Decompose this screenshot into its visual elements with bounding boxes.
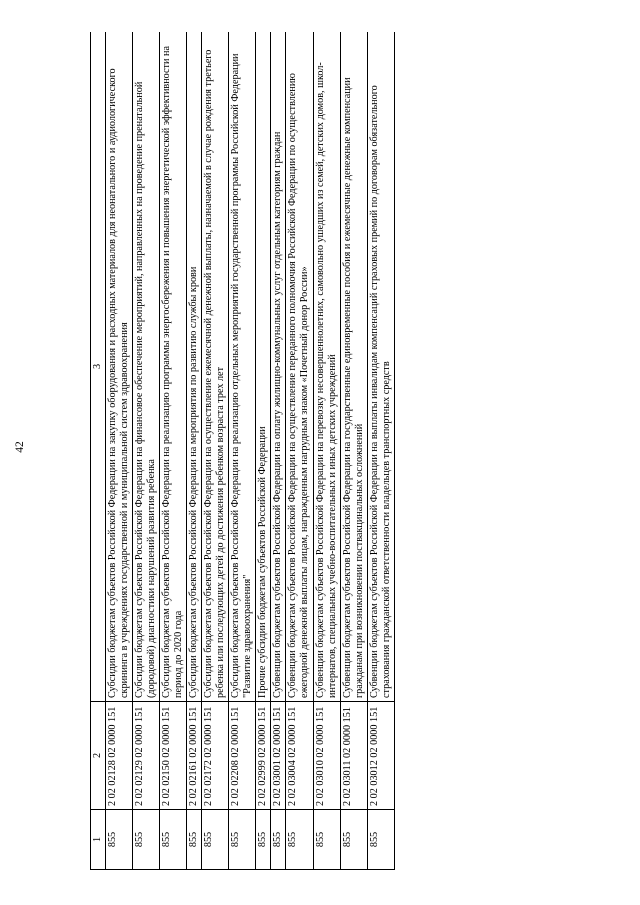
kbk-code-cell: 2 02 02172 02 0000 151 [202,702,229,810]
admin-code-cell: 855 [106,810,133,870]
column-header-3: 3 [91,32,106,702]
table-row [202,32,229,870]
admin-code-cell: 855 [340,810,367,870]
admin-code-cell: 855 [202,810,229,870]
table-row [286,32,313,870]
kbk-code-cell: 2 02 02129 02 0000 151 [133,702,160,810]
table-header-row [91,32,106,870]
table-row [340,32,367,870]
table-row [367,32,394,870]
table-row [133,32,160,870]
admin-code-cell: 855 [367,810,394,870]
admin-code-cell: 855 [160,810,187,870]
income-name-cell: Субвенции бюджетам субъектов Российской Федерации на государственные единовременные пособия и ежемесячные денежные компенсации гражданам при возникновении поствакцинальных осложнений [340,32,367,702]
kbk-code-cell: 2 02 02161 02 0000 151 [187,702,202,810]
income-name-cell: Субсидии бюджетам субъектов Российской Федерации на осуществление ежемесячной денежной выплаты, назначаемой в случае рождения третьего ребенка или последующих детей до достижения ребенком возраста трех лет [202,32,229,702]
kbk-code-cell: 2 02 03010 02 0000 151 [313,702,340,810]
income-name-cell: Субвенции бюджетам субъектов Российской Федерации на выплаты инвалидам компенсаций страховых премий по договорам обязательного страхования гражданской ответственности владельцев транспортных средств [367,32,394,702]
kbk-code-cell: 2 02 03004 02 0000 151 [286,702,313,810]
table-row [229,32,256,870]
kbk-code-cell: 2 02 03001 02 0000 151 [271,702,286,810]
income-name-cell: Субсидии бюджетам субъектов Российской Федерации на реализацию отдельных мероприятий государственной программы Российской Федерации "Развитие здравоохранения" [229,32,256,702]
income-name-cell: Субсидии бюджетам субъектов Российской Федерации на закупку оборудования и расходных материалов для неонатального и аудиологического скрининга в учреждениях государственной и муниципальной систем здравоохранения [106,32,133,702]
table-row [313,32,340,870]
admin-code-cell: 855 [313,810,340,870]
admin-code-cell: 855 [256,810,271,870]
column-header-1: 1 [91,810,106,870]
kbk-code-cell: 2 02 02128 02 0000 151 [106,702,133,810]
income-name-cell: Субвенции бюджетам субъектов Российской Федерации на осуществление переданного полномочия Российской Федерации по осуществлению ежегодной денежной выплаты лицам, награжденным нагрудным знаком «Почетный донор России» [286,32,313,702]
admin-code-cell: 855 [229,810,256,870]
income-name-cell: Субвенции бюджетам субъектов Российской Федерации на перевозку несовершеннолетних, самовольно ушедших из семей, детских домов, школ-интернатов, специальных учебно-воспитательных и иных детских учреждений [313,32,340,702]
table-row [271,32,286,870]
kbk-code-cell: 2 02 02208 02 0000 151 [229,702,256,810]
admin-code-cell: 855 [133,810,160,870]
kbk-code-cell: 2 02 03012 02 0000 151 [367,702,394,810]
admin-code-cell: 855 [286,810,313,870]
income-name-cell: Субсидии бюджетам субъектов Российской Федерации на мероприятия по развитию службы крови [187,32,202,702]
income-name-cell: Субсидии бюджетам субъектов Российской Федерации на финансовое обеспечение мероприятий, направленных на проведение пренатальной (дородовой) диагностики нарушений развития ребенка [133,32,160,702]
column-header-2: 2 [91,702,106,810]
income-name-cell: Субвенции бюджетам субъектов Российской Федерации на оплату жилищно-коммунальных услуг отдельным категориям граждан [271,32,286,702]
table-row [256,32,271,870]
income-name-cell: Субсидии бюджетам субъектов Российской Федерации на реализацию программы энергосбережения и повышения энергетической эффективности на период до 2020 года [160,32,187,702]
admin-code-cell: 855 [271,810,286,870]
kbk-code-cell: 2 02 02999 02 0000 151 [256,702,271,810]
kbk-code-cell: 2 02 03011 02 0000 151 [340,702,367,810]
table-viewport [90,32,537,870]
income-name-cell: Прочие субсидии бюджетам субъектов Российской Федерации [256,32,271,702]
table-row [187,32,202,870]
page-number: 42 [14,441,26,453]
budget-codes-table [90,32,395,870]
table-row [106,32,133,870]
admin-code-cell: 855 [187,810,202,870]
kbk-code-cell: 2 02 02150 02 0000 151 [160,702,187,810]
table-row [160,32,187,870]
rotated-table-container [90,32,537,870]
